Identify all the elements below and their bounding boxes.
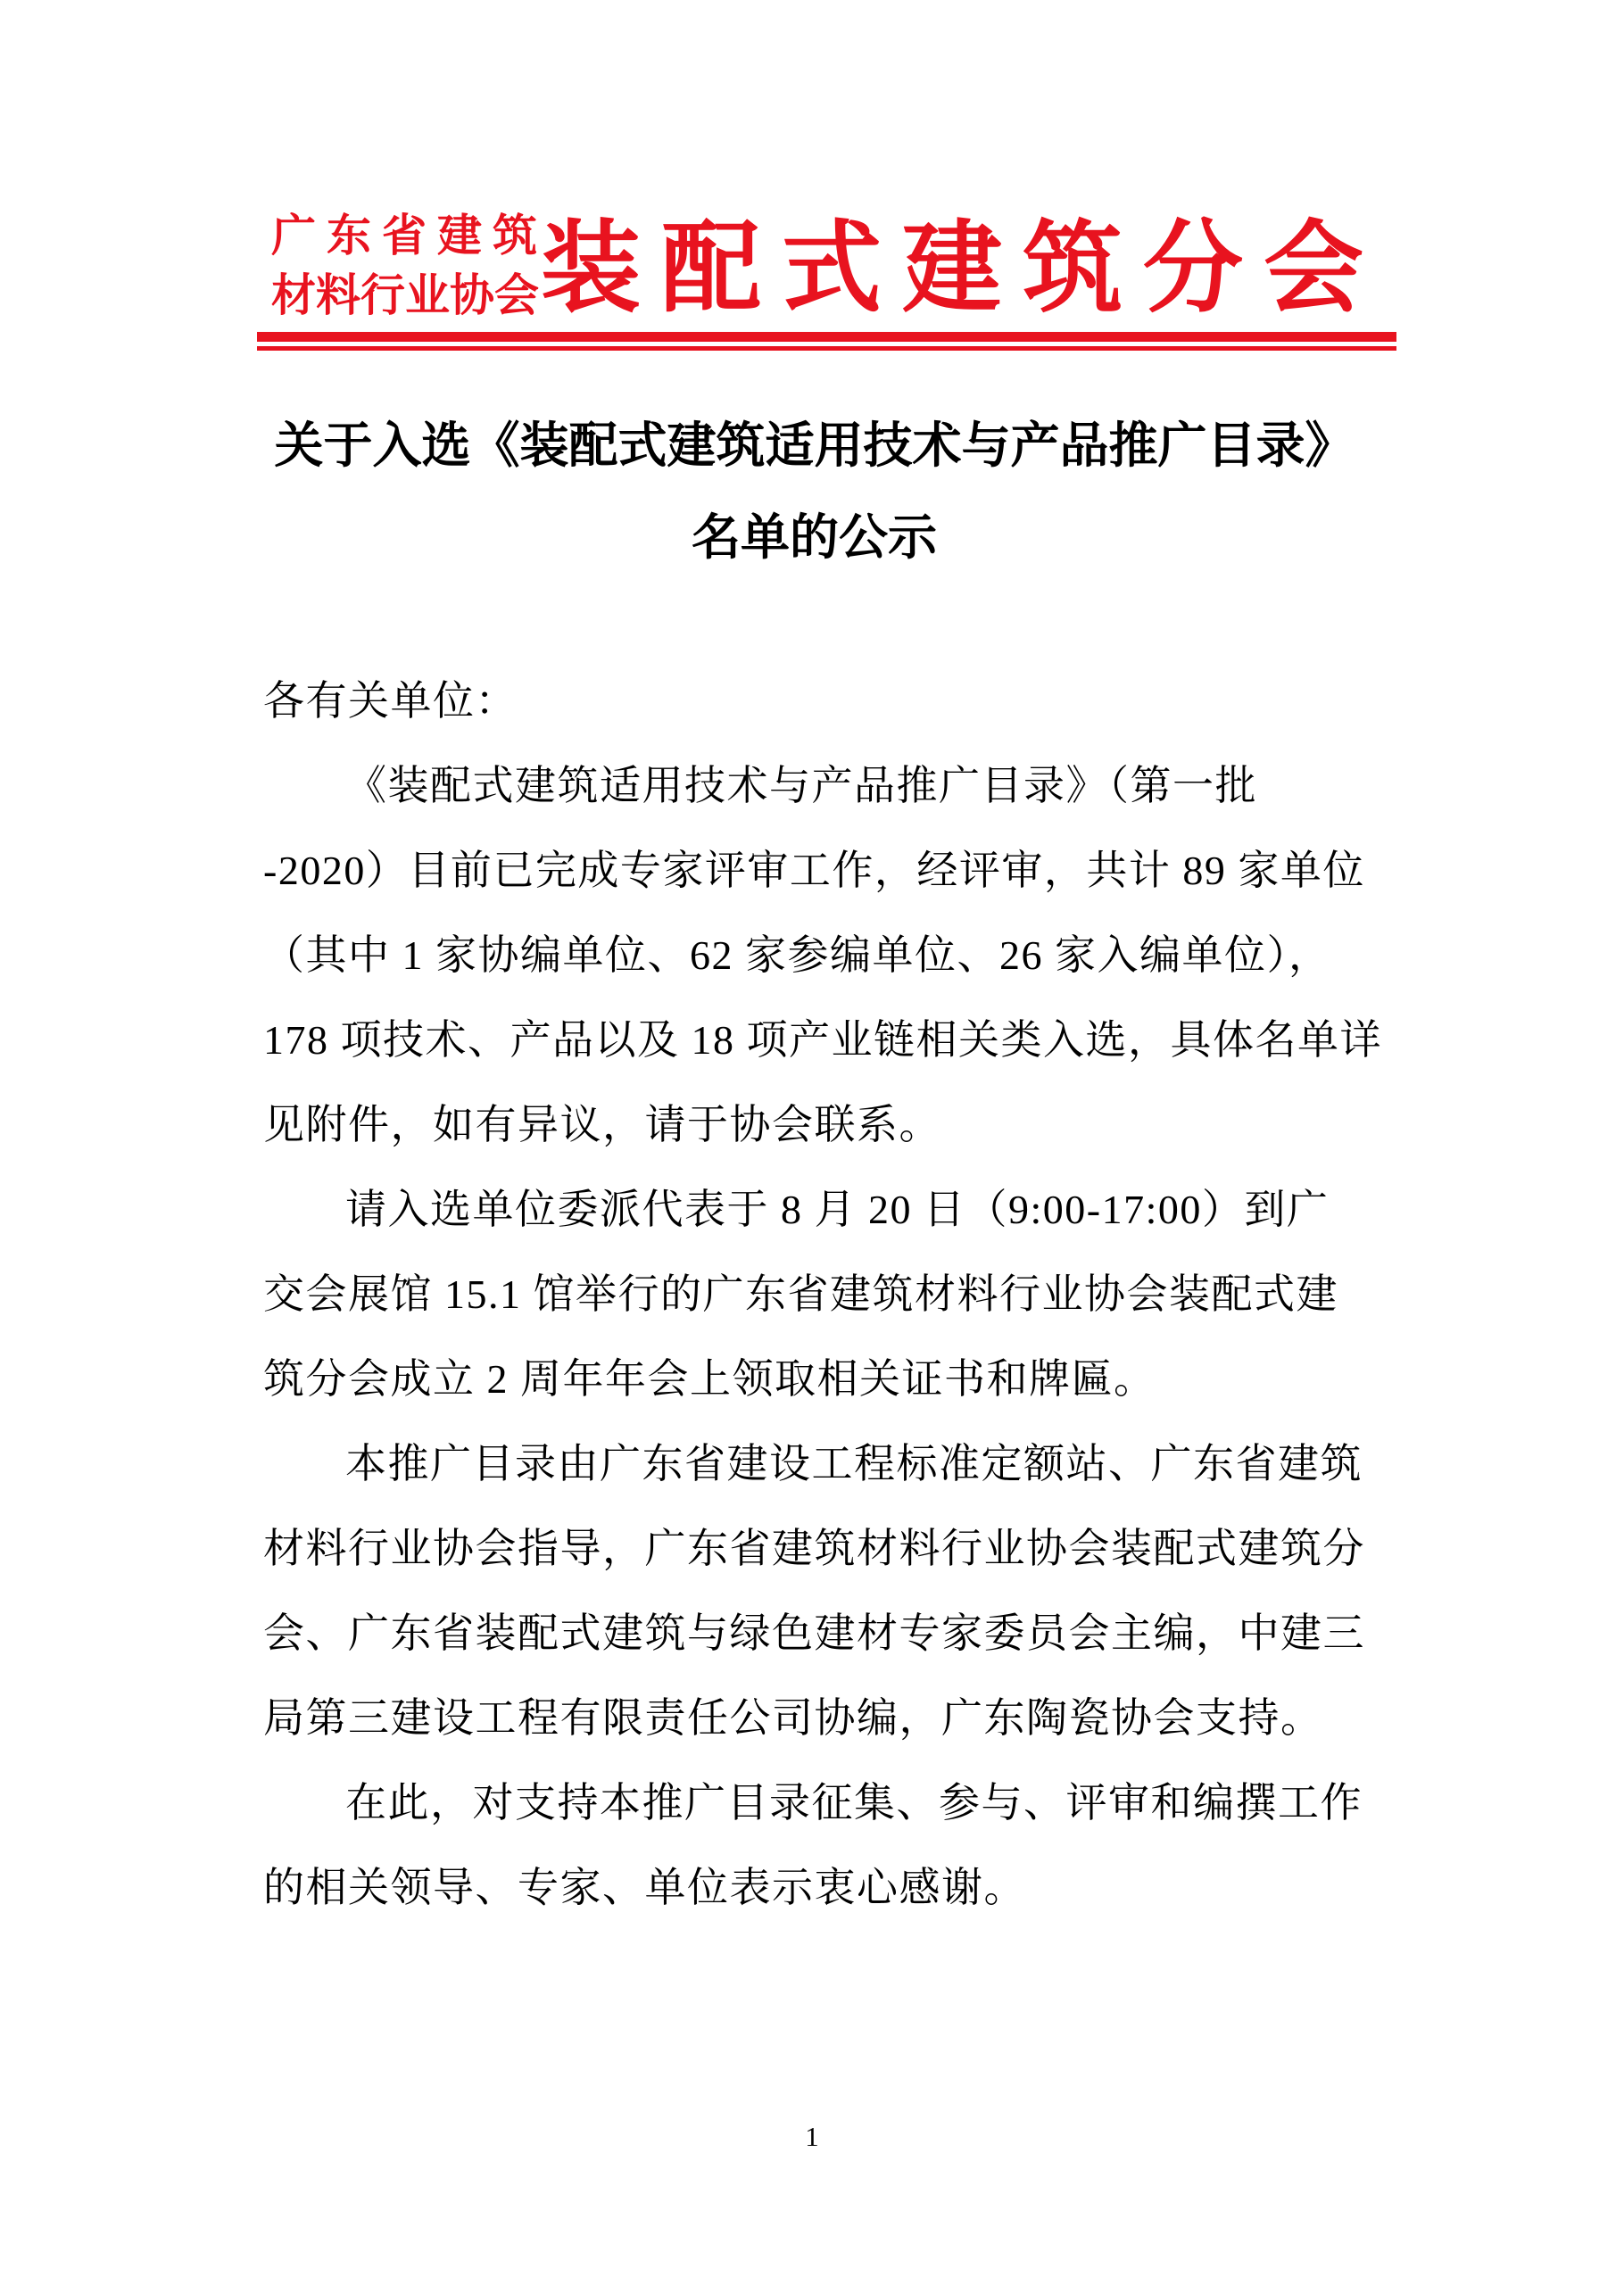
body-line: 的相关领导、专家、单位表示衷心感谢。 xyxy=(263,1865,1026,1910)
body-line: 各有关单位： xyxy=(263,678,518,724)
body-line: 在此，对支持本推广目录征集、参与、评审和编撰工作 xyxy=(345,1780,1363,1826)
body-line: 178 项技术、产品以及 18 项产业链相关类入选，具体名单详 xyxy=(263,1017,1382,1063)
body-line: （其中 1 家协编单位、62 家参编单位、26 家入编单位）， xyxy=(263,932,1331,978)
document-title-line1: 关于入选《装配式建筑适用技术与产品推广目录》 xyxy=(274,418,1355,473)
body-line: 局第三建设工程有限责任公司协编，广东陶瓷协会支持。 xyxy=(263,1695,1323,1741)
branch-name: 装配式建筑分会 xyxy=(541,212,1384,324)
org-name-line2: 材料行业协会 xyxy=(271,270,539,320)
body-line: 筑分会成立 2 周年年会上领取相关证书和牌匾。 xyxy=(263,1356,1156,1402)
letterhead-rule-thin xyxy=(257,346,1396,351)
page-footer xyxy=(0,2120,1624,2154)
body-line: 会、广东省装配式建筑与绿色建材专家委员会主编，中建三 xyxy=(263,1610,1365,1656)
document-title-line2: 名单的公示 xyxy=(691,510,937,565)
body-text xyxy=(263,658,1388,1930)
org-name xyxy=(271,206,548,326)
body-line: 《装配式建筑适用技术与产品推广目录》（第一批 xyxy=(345,763,1257,808)
org-name-line1: 广东省建筑 xyxy=(271,211,548,261)
body-line: -2020）目前已完成专家评审工作，经评审，共计 89 家单位 xyxy=(263,848,1365,893)
body-line: 交会展馆 15.1 馆举行的广东省建筑材料行业协会装配式建 xyxy=(263,1271,1338,1317)
letterhead-rule-thick xyxy=(257,332,1396,342)
body-line: 见附件，如有异议，请于协会联系。 xyxy=(263,1102,941,1147)
body-line: 本推广目录由广东省建设工程标准定额站、广东省建筑 xyxy=(345,1441,1363,1486)
body-line: 请入选单位委派代表于 8 月 20 日（9:00-17:00）到广 xyxy=(345,1187,1330,1232)
document-title xyxy=(254,400,1374,584)
body-line: 材料行业协会指导，广东省建筑材料行业协会装配式建筑分 xyxy=(263,1526,1365,1571)
page-number: 1 xyxy=(805,2121,819,2152)
